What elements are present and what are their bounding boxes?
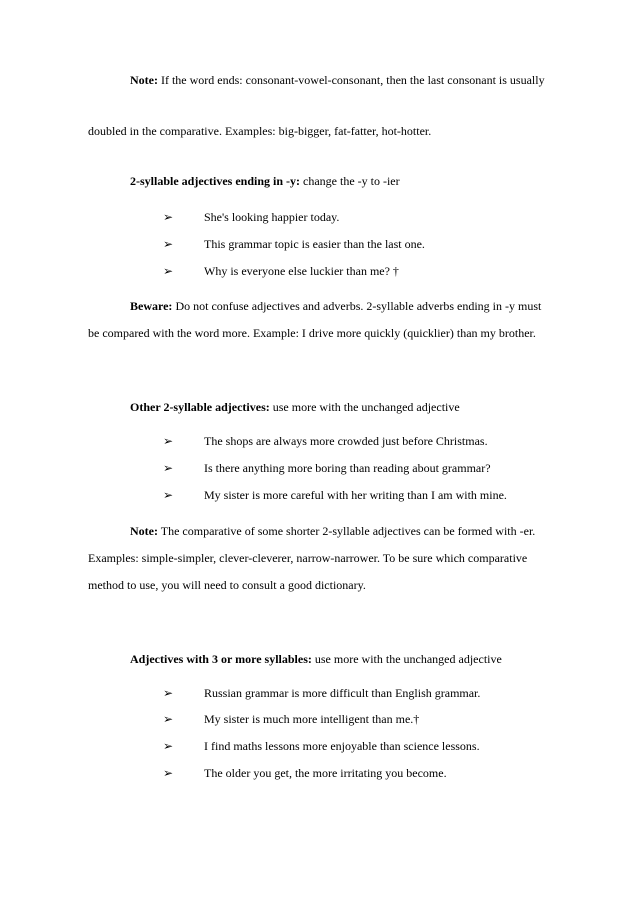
beware-line-2: be compared with the word more. Example: I drive more quickly (quicklier) than my brother.	[88, 326, 536, 340]
bullet-arrow-icon: ➢	[163, 237, 174, 251]
bullet-arrow-icon: ➢	[163, 264, 174, 278]
list-item: The older you get, the more irritating you become.	[204, 766, 447, 780]
beware-line-1	[130, 299, 541, 313]
list-item: Russian grammar is more difficult than English grammar.	[204, 686, 481, 700]
note-2-line-2: Examples: simple-simpler, clever-cleverer, narrow-narrower. To be sure which comparative	[88, 551, 528, 565]
note-2-line-1	[130, 524, 535, 538]
beware-label: Beware:	[130, 299, 173, 313]
bullet-arrow-icon: ➢	[163, 766, 174, 780]
bullet-arrow-icon: ➢	[163, 210, 174, 224]
list-item: This grammar topic is easier than the last one.	[204, 237, 425, 251]
section-other-heading	[130, 400, 460, 414]
bullet-arrow-icon: ➢	[163, 488, 174, 502]
list-item: Why is everyone else luckier than me? †	[204, 264, 399, 278]
note-1-line-1	[130, 73, 545, 87]
section-y-heading-label: 2-syllable adjectives ending in -y:	[130, 174, 300, 188]
note-text: The comparative of some shorter 2-syllable adjectives can be formed with -er.	[157, 524, 536, 538]
list-item: My sister is much more intelligent than me.†	[204, 712, 420, 726]
section-three-heading-label: Adjectives with 3 or more syllables:	[130, 652, 312, 666]
list-item: Is there anything more boring than reading about grammar?	[204, 461, 491, 475]
section-three-heading-rest: use more with the unchanged adjective	[311, 652, 502, 666]
section-other-heading-rest: use more with the unchanged adjective	[269, 400, 460, 414]
section-y-heading-rest: change the -y to -ier	[300, 174, 400, 188]
bullet-arrow-icon: ➢	[163, 712, 174, 726]
list-item: My sister is more careful with her writing than I am with mine.	[204, 488, 507, 502]
section-other-heading-label: Other 2-syllable adjectives:	[130, 400, 270, 414]
section-three-heading	[130, 652, 502, 666]
note-label: Note:	[130, 524, 158, 538]
list-item: She's looking happier today.	[204, 210, 340, 224]
note-text: If the word ends: consonant-vowel-consonant, then the last consonant is usually	[157, 73, 545, 87]
beware-text: Do not confuse adjectives and adverbs. 2-syllable adverbs ending in -y must	[172, 299, 542, 313]
list-item: I find maths lessons more enjoyable than science lessons.	[204, 739, 480, 753]
list-item: The shops are always more crowded just before Christmas.	[204, 434, 488, 448]
note-1-line-2: doubled in the comparative. Examples: big-bigger, fat-fatter, hot-hotter.	[88, 124, 432, 138]
section-y-heading	[130, 174, 400, 188]
bullet-arrow-icon: ➢	[163, 434, 174, 448]
note-2-line-3: method to use, you will need to consult a good dictionary.	[88, 578, 366, 592]
note-label: Note:	[130, 73, 158, 87]
bullet-arrow-icon: ➢	[163, 686, 174, 700]
bullet-arrow-icon: ➢	[163, 739, 174, 753]
bullet-arrow-icon: ➢	[163, 461, 174, 475]
